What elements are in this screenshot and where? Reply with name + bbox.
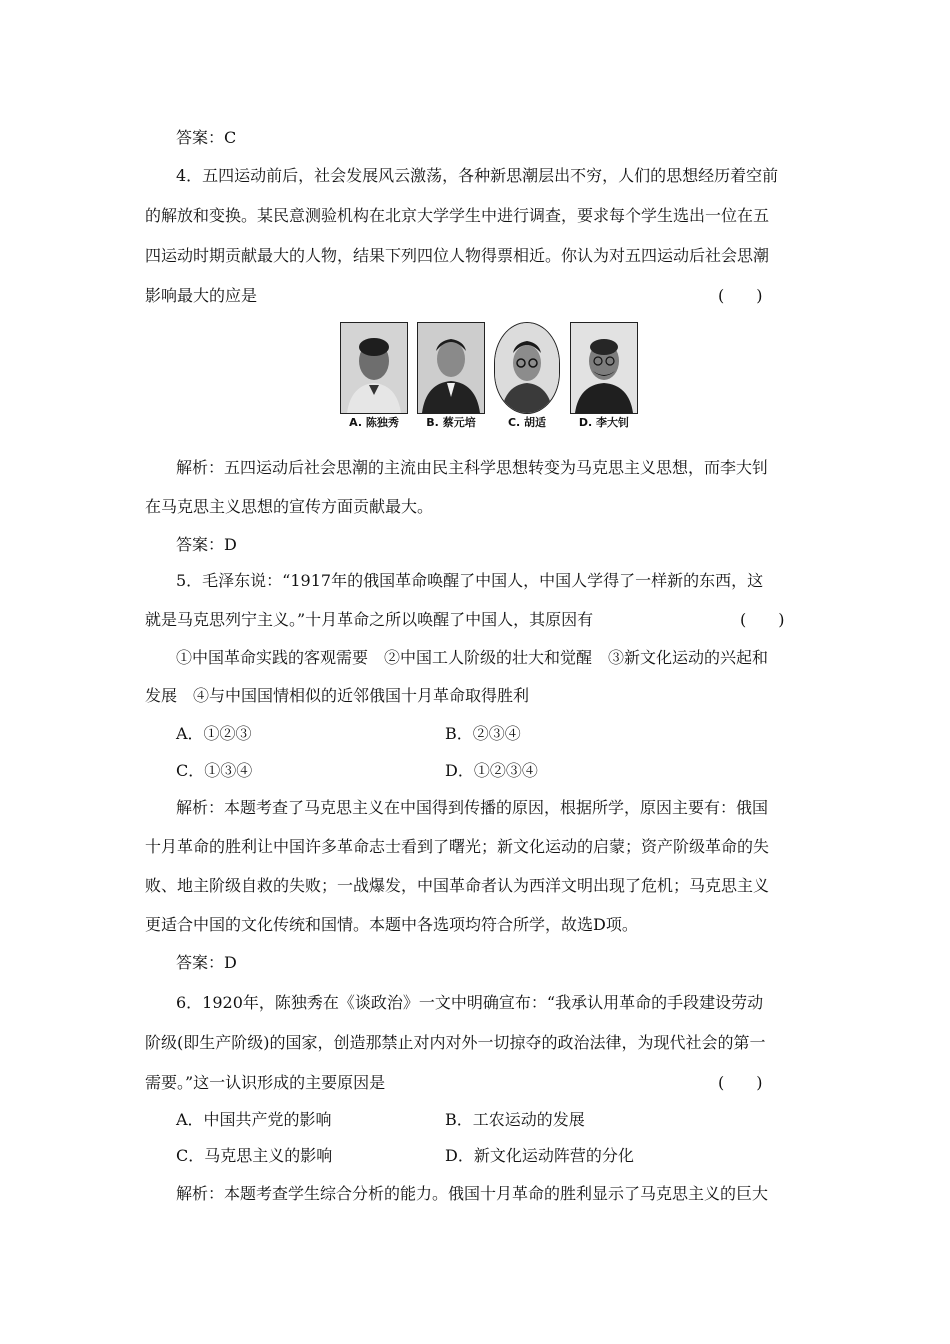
portrait-caption-a: A. 陈独秀 (349, 416, 399, 429)
q5-analysis-line: 十月革命的胜利让中国许多革命志士看到了曙光；新文化运动的启蒙；资产阶级革命的失 (145, 837, 770, 856)
portrait-caption-b: B. 蔡元培 (426, 416, 476, 429)
q5-items-line: 发展 ④与中国国情相似的近邻俄国十月革命取得胜利 (145, 686, 530, 705)
q5-answer: 答案：D (176, 953, 237, 972)
q4-stem-line: 的解放和变换。某民意测验机构在北京大学学生中进行调查，要求每个学生选出一位在五 (145, 206, 770, 225)
q6-answer-paren: ( ) (718, 1073, 763, 1092)
q3-answer: 答案：C (176, 128, 237, 147)
q5-option-b: B．②③④ (445, 724, 521, 743)
q4-answer: 答案：D (176, 535, 237, 554)
q6-stem-line: 阶级(即生产阶级)的国家，创造那禁止对内对外一切掠夺的政治法律，为现代社会的第一 (145, 1033, 766, 1052)
q5-option-d: D．①②③④ (445, 761, 538, 780)
portrait-photo-a (340, 322, 408, 414)
q5-analysis-line: 败、地主阶级自救的失败；一战爆发，中国革命者认为西洋文明出现了危机；马克思主义 (145, 876, 770, 895)
portrait-caption-c: C. 胡适 (507, 416, 547, 429)
q5-option-c: C．①③④ (176, 761, 253, 780)
q5-analysis-line: 更适合中国的文化传统和国情。本题中各选项均符合所学，故选D项。 (145, 915, 638, 934)
q6-option-a: A．中国共产党的影响 (176, 1110, 332, 1129)
q6-stem-line: 需要。”这一认识形成的主要原因是 (145, 1073, 386, 1092)
q6-stem-line: 6．1920年，陈独秀在《谈政治》一文中明确宣布：“我承认用革命的手段建设劳动 (176, 993, 764, 1012)
q4-stem-line: 四运动时期贡献最大的人物，结果下列四位人物得票相近。你认为对五四运动后社会思潮 (145, 246, 770, 265)
q4-answer-paren: ( ) (718, 286, 763, 305)
q4-stem-line: 影响最大的应是 (145, 286, 258, 305)
q6-analysis-line: 解析：本题考查学生综合分析的能力。俄国十月革命的胜利显示了马克思主义的巨大 (176, 1184, 769, 1203)
q4-portrait-photos (340, 322, 644, 434)
q5-stem-line: 就是马克思列宁主义。”十月革命之所以唤醒了中国人，其原因有 (145, 610, 594, 629)
q5-answer-paren: ( ) (740, 610, 785, 629)
q4-analysis-line: 在马克思主义思想的宣传方面贡献最大。 (145, 497, 434, 516)
portrait-caption-d: D. 李大钊 (578, 416, 630, 429)
q6-option-d: D．新文化运动阵营的分化 (445, 1146, 634, 1165)
q5-analysis-line: 解析：本题考查了马克思主义在中国得到传播的原因，根据所学，原因主要有：俄国 (176, 798, 769, 817)
q5-stem-line: 5．毛泽东说：“1917年的俄国革命唤醒了中国人，中国人学得了一样新的东西，这 (176, 571, 764, 590)
q4-stem-line: 4．五四运动前后，社会发展风云激荡，各种新思潮层出不穷，人们的思想经历着空前 (176, 166, 779, 185)
portrait-photo-c (494, 322, 560, 414)
portrait-photo-d (570, 322, 638, 414)
q5-items-line: ①中国革命实践的客观需要 ②中国工人阶级的壮大和觉醒 ③新文化运动的兴起和 (176, 648, 769, 667)
portrait-photo-b (417, 322, 485, 414)
q6-option-c: C．马克思主义的影响 (176, 1146, 333, 1165)
q5-option-a: A．①②③ (176, 724, 252, 743)
q6-option-b: B．工农运动的发展 (445, 1110, 585, 1129)
q4-analysis-line: 解析：五四运动后社会思潮的主流由民主科学思想转变为马克思主义思想，而李大钊 (176, 458, 769, 477)
